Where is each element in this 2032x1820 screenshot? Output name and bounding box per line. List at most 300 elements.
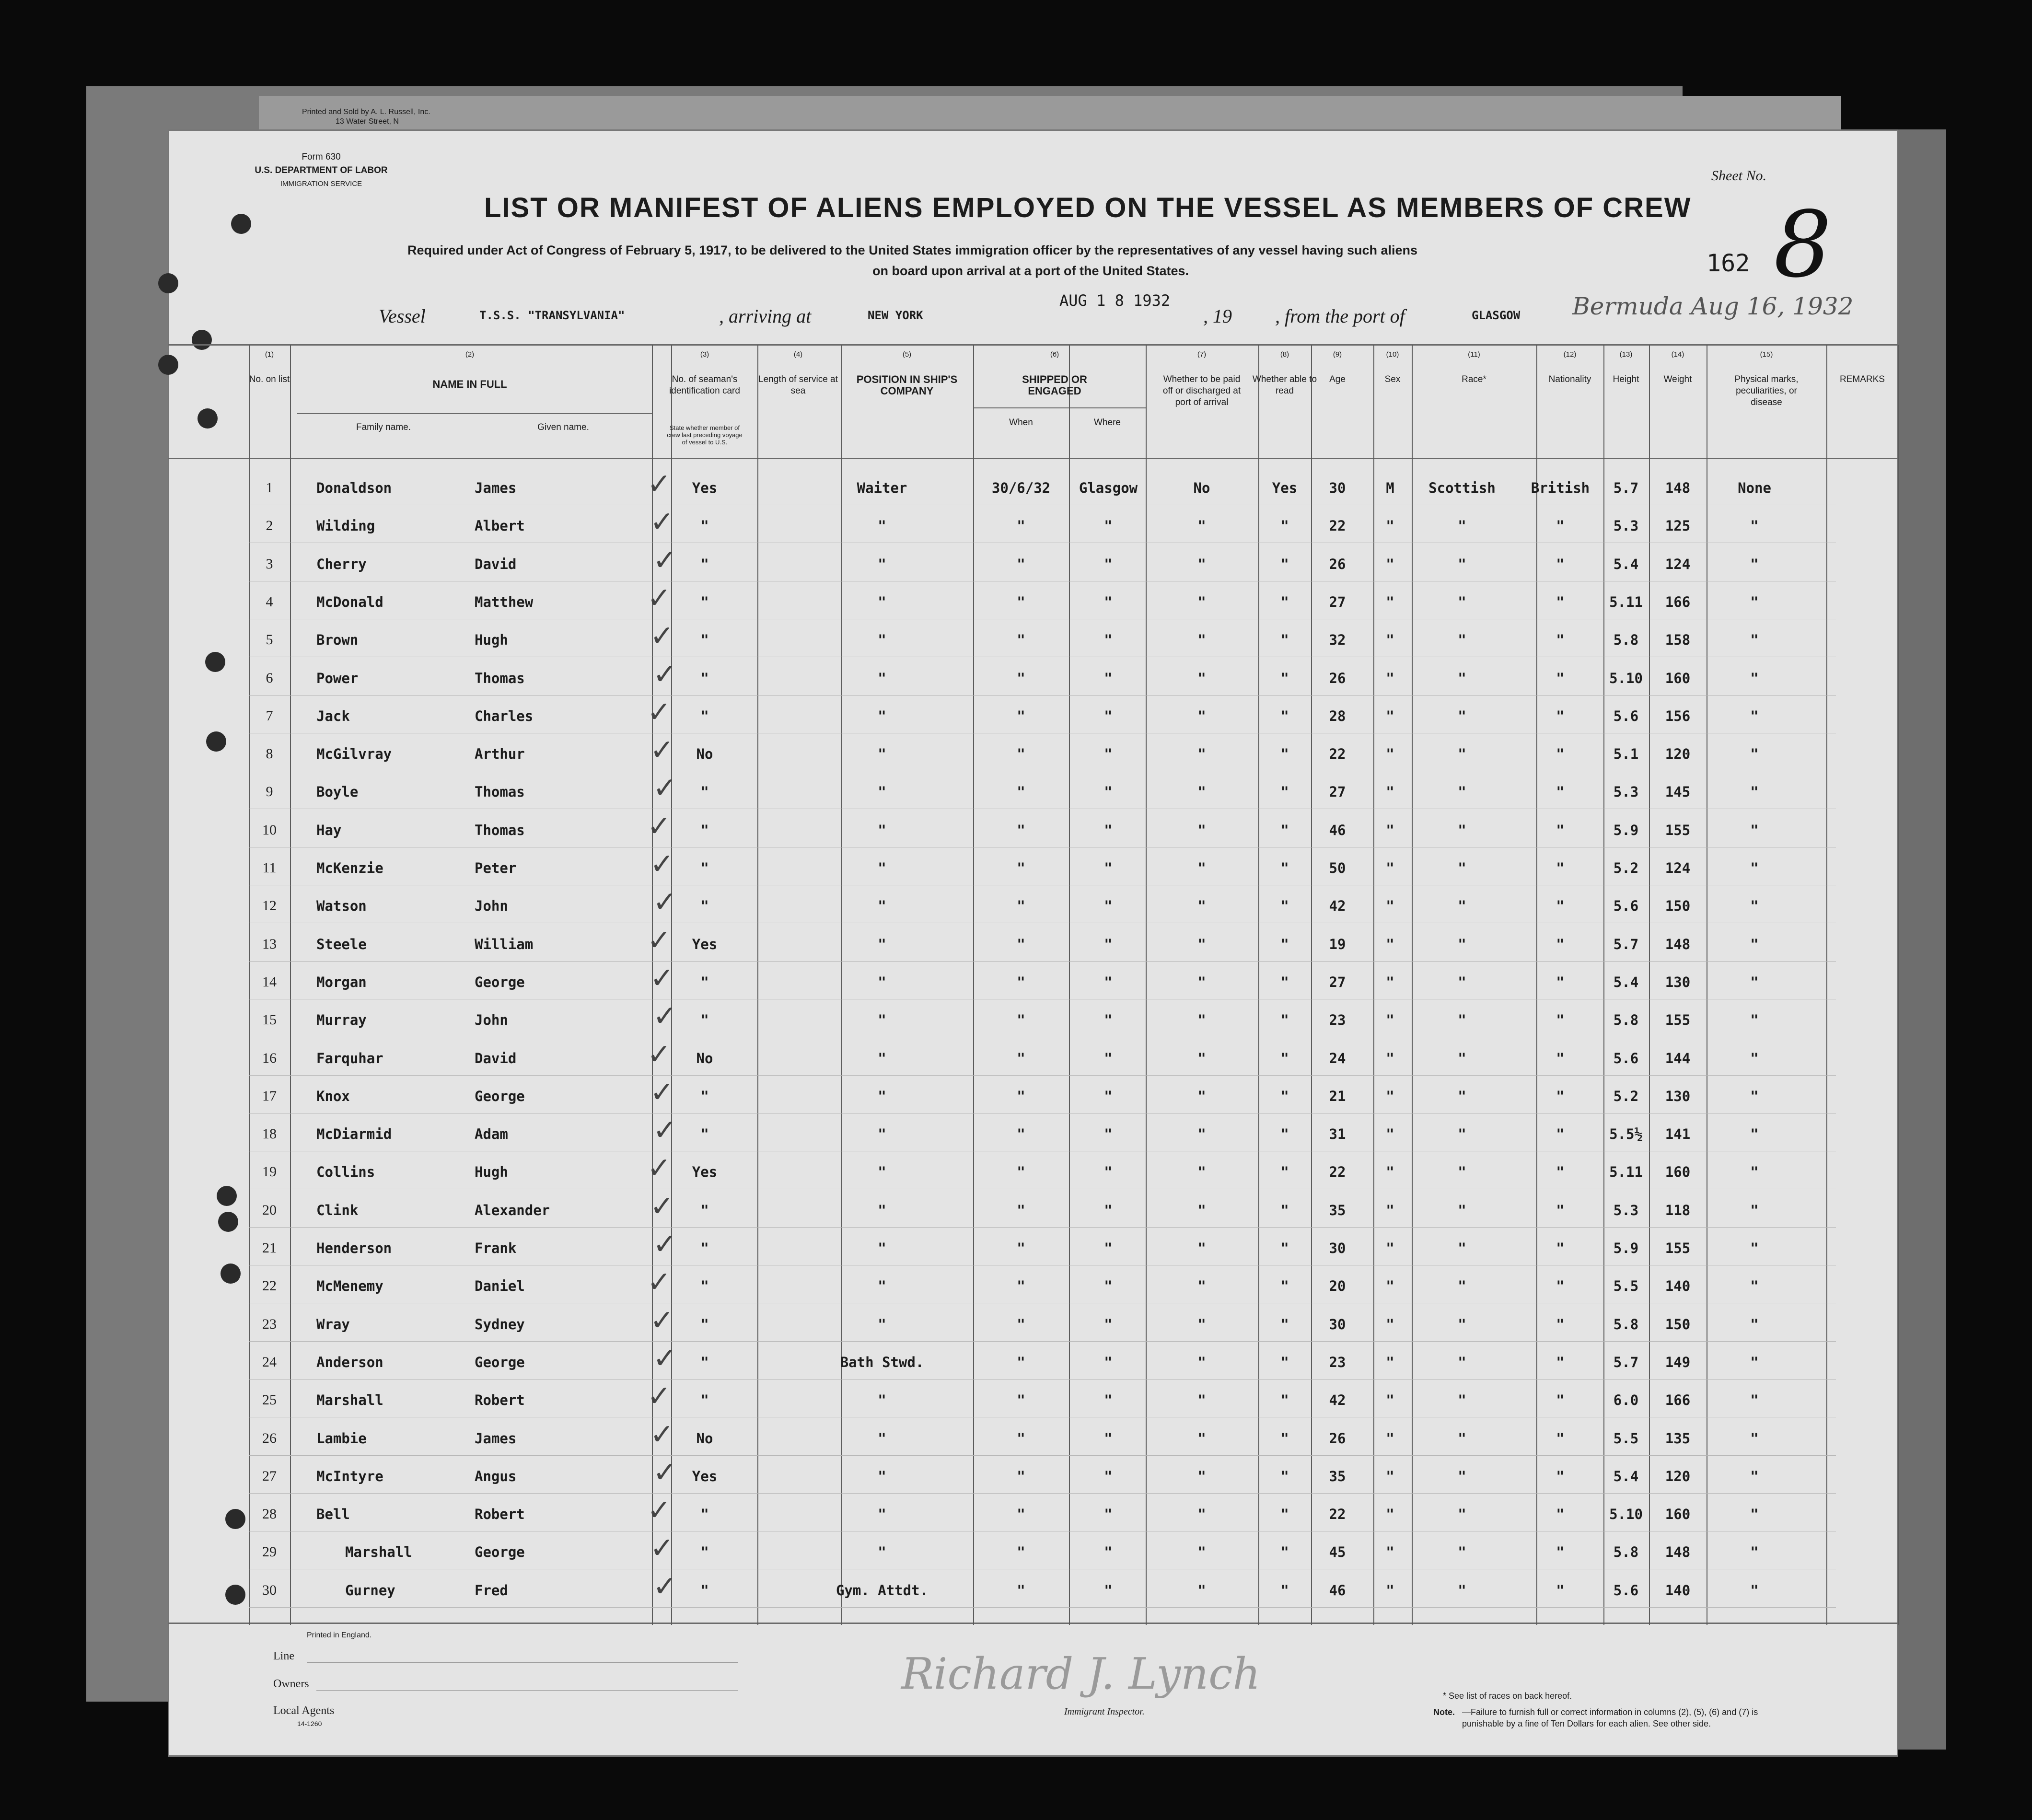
sheet-number: 8 — [1774, 192, 1832, 298]
age: 31 — [1329, 1126, 1346, 1143]
row-number: 11 — [262, 860, 277, 876]
position: Waiter — [857, 480, 907, 496]
able-to-read: " — [1280, 1126, 1289, 1143]
given-name: James — [475, 1430, 517, 1447]
height: 5.4 — [1613, 974, 1639, 990]
punch-hole — [221, 1264, 241, 1284]
id-card: " — [700, 1544, 709, 1561]
column-header: Height — [1613, 374, 1639, 384]
nationality: " — [1556, 784, 1565, 800]
physical-marks: " — [1750, 1050, 1759, 1066]
able-to-read: " — [1280, 556, 1289, 572]
race: " — [1458, 1316, 1466, 1333]
row-number: 13 — [262, 936, 277, 952]
position: " — [878, 707, 886, 724]
height: 5.5 — [1613, 1430, 1639, 1447]
shipped-where: " — [1104, 632, 1113, 649]
age: 22 — [1329, 518, 1346, 534]
shipped-where: " — [1104, 1582, 1113, 1599]
height: 5.4 — [1613, 556, 1639, 572]
id-card: " — [700, 898, 709, 915]
row-number: 6 — [266, 670, 273, 686]
sex: " — [1386, 1164, 1394, 1181]
shipped-when: " — [1017, 707, 1025, 724]
race: " — [1458, 1354, 1466, 1370]
sex: " — [1386, 1354, 1394, 1370]
shipped-when: " — [1017, 1582, 1025, 1599]
column-header: SHIPPED OR ENGAGED — [1022, 373, 1087, 397]
height: 5.2 — [1613, 1088, 1639, 1104]
given-name: George — [475, 1354, 525, 1370]
row-number: 1 — [266, 480, 273, 496]
physical-marks: " — [1750, 1316, 1759, 1333]
paid-off: " — [1197, 1278, 1206, 1295]
height: 5.3 — [1613, 518, 1639, 534]
column-rule — [1649, 345, 1650, 1625]
sex: " — [1386, 670, 1394, 686]
id-card: " — [700, 974, 709, 990]
weight: 148 — [1665, 936, 1691, 952]
row-number: 22 — [262, 1278, 277, 1294]
shipped-when: " — [1017, 898, 1025, 915]
family-name: Brown — [316, 632, 359, 649]
sex: " — [1386, 898, 1394, 915]
age: 30 — [1329, 1316, 1346, 1333]
nationality: " — [1556, 1582, 1565, 1599]
row-number: 21 — [262, 1240, 277, 1256]
weight: 120 — [1665, 746, 1691, 763]
paid-off: " — [1197, 670, 1206, 686]
position: " — [878, 822, 886, 838]
position: " — [878, 1202, 886, 1218]
column-number: (14) — [1671, 350, 1684, 359]
physical-marks: " — [1750, 746, 1759, 763]
given-name: Matthew — [475, 593, 534, 610]
family-name: Watson — [316, 898, 367, 915]
sex: " — [1386, 1050, 1394, 1066]
height: 5.5 — [1613, 1278, 1639, 1295]
position: " — [878, 784, 886, 800]
age: 28 — [1329, 707, 1346, 724]
able-to-read: " — [1280, 1164, 1289, 1181]
nationality: " — [1556, 1164, 1565, 1181]
owners-blank — [316, 1690, 738, 1691]
check-mark-icon: ✓ — [647, 1379, 672, 1414]
shipped-when: " — [1017, 1506, 1025, 1523]
sex: " — [1386, 746, 1394, 763]
column-number: (3) — [700, 350, 709, 359]
shipped-where: " — [1104, 1126, 1113, 1143]
column-subheader: Given name. — [537, 422, 589, 432]
race: " — [1458, 1392, 1466, 1409]
height: 5.10 — [1609, 1506, 1643, 1523]
given-name: George — [475, 1544, 525, 1561]
height: 5.6 — [1613, 707, 1639, 724]
physical-marks: " — [1750, 1164, 1759, 1181]
column-rule — [1258, 345, 1259, 1625]
row-rule — [249, 1341, 1836, 1342]
shipped-where: " — [1104, 1050, 1113, 1066]
position: " — [878, 1278, 886, 1295]
id-card: Yes — [692, 936, 718, 952]
age: 46 — [1329, 822, 1346, 838]
position: " — [878, 1430, 886, 1447]
height: 5.9 — [1613, 1240, 1639, 1256]
row-number: 30 — [262, 1582, 277, 1598]
weight: 160 — [1665, 1164, 1691, 1181]
row-rule — [249, 1075, 1836, 1076]
shipped-when: " — [1017, 1544, 1025, 1561]
given-name: Albert — [475, 518, 525, 534]
position: " — [878, 518, 886, 534]
age: 21 — [1329, 1088, 1346, 1104]
given-name: Thomas — [475, 822, 525, 838]
paid-off: " — [1197, 707, 1206, 724]
weight: 160 — [1665, 1506, 1691, 1523]
column-rule — [1412, 345, 1413, 1625]
age: 27 — [1329, 784, 1346, 800]
given-name: James — [475, 480, 517, 496]
family-name: Morgan — [316, 974, 367, 990]
height: 5.7 — [1613, 936, 1639, 952]
given-name: Fred — [475, 1582, 508, 1599]
check-mark-icon: ✓ — [653, 1228, 677, 1261]
form-department: U.S. DEPARTMENT OF LABOR — [255, 165, 388, 175]
position: " — [878, 1544, 886, 1561]
race: " — [1458, 1126, 1466, 1143]
paid-off: " — [1197, 1506, 1206, 1523]
physical-marks: " — [1750, 1354, 1759, 1370]
physical-marks: " — [1750, 632, 1759, 649]
column-header: Weight — [1663, 374, 1692, 384]
row-rule — [249, 1493, 1836, 1494]
family-name: Murray — [316, 1012, 367, 1029]
nationality: " — [1556, 1202, 1565, 1218]
check-mark-icon: ✓ — [653, 1113, 677, 1148]
physical-marks: " — [1750, 518, 1759, 534]
sex: " — [1386, 1012, 1394, 1029]
race: " — [1458, 1050, 1466, 1066]
shipped-when: " — [1017, 746, 1025, 763]
race: " — [1458, 556, 1466, 572]
able-to-read: " — [1280, 707, 1289, 724]
race: " — [1458, 1012, 1466, 1029]
given-name: Thomas — [475, 784, 525, 800]
sex: " — [1386, 1392, 1394, 1409]
row-number: 27 — [262, 1468, 277, 1484]
age: 30 — [1329, 480, 1346, 496]
vessel-label: Vessel — [379, 305, 426, 327]
family-name: Lambie — [316, 1430, 367, 1447]
height: 5.8 — [1613, 632, 1639, 649]
family-name: Wilding — [316, 518, 375, 534]
race: " — [1458, 1506, 1466, 1523]
shipped-when: " — [1017, 936, 1025, 952]
column-subheader: When — [1009, 417, 1033, 428]
position: " — [878, 632, 886, 649]
height: 5.9 — [1613, 822, 1639, 838]
sex: " — [1386, 1544, 1394, 1561]
id-card: Yes — [692, 1468, 718, 1484]
punch-hole — [158, 273, 178, 293]
sex: " — [1386, 707, 1394, 724]
nationality: British — [1531, 480, 1590, 496]
physical-marks: " — [1750, 898, 1759, 915]
subtitle-line-2: on board upon arrival at a port of the United States. — [872, 264, 1189, 278]
given-name: Hugh — [475, 632, 508, 649]
physical-marks: " — [1750, 1126, 1759, 1143]
given-name: Robert — [475, 1506, 525, 1523]
shipped-when: " — [1017, 1354, 1025, 1370]
able-to-read: " — [1280, 1240, 1289, 1256]
sex: " — [1386, 593, 1394, 610]
shipped-where: " — [1104, 1088, 1113, 1104]
family-name: McGilvray — [316, 746, 392, 763]
line-blank — [307, 1662, 738, 1663]
paid-off: " — [1197, 556, 1206, 572]
punch-hole — [218, 1212, 238, 1232]
form-number: Form 630 — [302, 152, 341, 162]
sex: " — [1386, 518, 1394, 534]
physical-marks: " — [1750, 822, 1759, 838]
given-name: Hugh — [475, 1164, 508, 1181]
given-name: Arthur — [475, 746, 525, 763]
family-name: Steele — [316, 936, 367, 952]
column-number: (8) — [1280, 350, 1289, 359]
sex: " — [1386, 784, 1394, 800]
column-rule — [841, 345, 842, 1625]
shipped-when: " — [1017, 1316, 1025, 1333]
age: 26 — [1329, 556, 1346, 572]
given-name: Alexander — [475, 1202, 550, 1218]
id-card: " — [700, 556, 709, 572]
physical-marks: " — [1750, 1468, 1759, 1484]
paid-off: " — [1197, 1164, 1206, 1181]
id-card: " — [700, 1088, 709, 1104]
printer-line-2: 13 Water Street, N — [336, 117, 399, 126]
able-to-read: " — [1280, 518, 1289, 534]
position: " — [878, 860, 886, 876]
nationality: " — [1556, 1012, 1565, 1029]
race: " — [1458, 593, 1466, 610]
punch-hole — [192, 330, 212, 350]
column-number: (15) — [1760, 350, 1773, 359]
paid-off: No — [1193, 480, 1210, 496]
given-name: Frank — [475, 1240, 517, 1256]
paid-off: " — [1197, 1316, 1206, 1333]
position: " — [878, 1088, 886, 1104]
punch-hole — [206, 731, 226, 752]
sex: " — [1386, 1430, 1394, 1447]
position: " — [878, 1240, 886, 1256]
height: 5.1 — [1613, 746, 1639, 763]
sex: " — [1386, 1240, 1394, 1256]
handwritten-port-note: Bermuda Aug 16, 1932 — [1572, 292, 1854, 320]
local-agents-label: Local Agents — [273, 1704, 335, 1717]
weight: 120 — [1665, 1468, 1691, 1484]
able-to-read: " — [1280, 670, 1289, 686]
physical-marks: " — [1750, 1240, 1759, 1256]
sex: " — [1386, 1468, 1394, 1484]
check-mark-icon: ✓ — [647, 923, 672, 957]
position: " — [878, 1012, 886, 1029]
physical-marks: " — [1750, 1278, 1759, 1295]
id-card: Yes — [692, 1164, 718, 1181]
race: " — [1458, 784, 1466, 800]
nationality: " — [1556, 936, 1565, 952]
shipped-when: " — [1017, 1468, 1025, 1484]
column-number: (4) — [793, 350, 803, 359]
check-mark-icon: ✓ — [653, 999, 677, 1033]
paid-off: " — [1197, 1582, 1206, 1599]
age: 46 — [1329, 1582, 1346, 1599]
shipped-where: " — [1104, 1354, 1113, 1370]
position: " — [878, 593, 886, 610]
vessel-name: T.S.S. "TRANSYLVANIA" — [479, 309, 625, 322]
family-name: Wray — [316, 1316, 350, 1333]
race: " — [1458, 1430, 1466, 1447]
family-name: Cherry — [316, 556, 367, 572]
check-mark-icon: ✓ — [647, 1151, 672, 1185]
when-where-rule — [1069, 407, 1070, 1623]
id-card: " — [700, 1202, 709, 1218]
note-text: —Failure to furnish full or correct information in columns (2), (5), (6) and (7) is punishable by a fine of Ten Dollars for each alien. See other side. — [1462, 1707, 1758, 1728]
arriving-label: , arriving at — [719, 305, 812, 327]
shipped-when: " — [1017, 1050, 1025, 1066]
column-number: (1) — [265, 350, 274, 359]
weight: 135 — [1665, 1430, 1691, 1447]
column-number: (9) — [1333, 350, 1342, 359]
check-mark-icon: ✓ — [650, 847, 674, 881]
arrival-date-stamp: AUG 1 8 1932 — [1059, 291, 1171, 310]
position: " — [878, 556, 886, 572]
position: " — [878, 898, 886, 915]
physical-marks: " — [1750, 860, 1759, 876]
shipped-when: " — [1017, 632, 1025, 649]
punch-hole — [205, 652, 225, 672]
shipped-when: " — [1017, 822, 1025, 838]
height: 5.4 — [1613, 1468, 1639, 1484]
shipped-when: " — [1017, 1202, 1025, 1218]
sex: " — [1386, 1316, 1394, 1333]
column-number: (10) — [1386, 350, 1399, 359]
column-header: REMARKS — [1840, 374, 1885, 384]
height: 5.6 — [1613, 898, 1639, 915]
family-name: McIntyre — [316, 1468, 383, 1484]
age: 22 — [1329, 1164, 1346, 1181]
punch-hole — [217, 1186, 237, 1206]
given-name: David — [475, 1050, 517, 1066]
column-number: (7) — [1197, 350, 1207, 359]
weight: 155 — [1665, 1012, 1691, 1029]
family-name: McKenzie — [316, 860, 383, 876]
table-top-rule — [168, 344, 1898, 346]
sex: " — [1386, 1202, 1394, 1218]
nationality: " — [1556, 974, 1565, 990]
check-mark-icon: ✓ — [647, 581, 672, 615]
id-card: " — [700, 593, 709, 610]
paid-off: " — [1197, 746, 1206, 763]
shipped-where: " — [1104, 1544, 1113, 1561]
paid-off: " — [1197, 1050, 1206, 1066]
position: " — [878, 670, 886, 686]
shipped-where: " — [1104, 784, 1113, 800]
column-number: (5) — [902, 350, 912, 359]
row-number: 24 — [262, 1354, 277, 1370]
row-number: 20 — [262, 1202, 277, 1218]
able-to-read: " — [1280, 1278, 1289, 1295]
id-card: " — [700, 822, 709, 838]
sex: " — [1386, 556, 1394, 572]
sex: " — [1386, 822, 1394, 838]
id-card: No — [696, 746, 713, 763]
check-mark-icon: ✓ — [650, 733, 674, 767]
weight: 150 — [1665, 1316, 1691, 1333]
given-name: Robert — [475, 1392, 525, 1409]
able-to-read: " — [1280, 1316, 1289, 1333]
check-mark-icon: ✓ — [650, 619, 674, 653]
shipped-when: " — [1017, 670, 1025, 686]
physical-marks: " — [1750, 707, 1759, 724]
owners-label: Owners — [273, 1678, 309, 1690]
column-number: (13) — [1619, 350, 1633, 359]
sex: " — [1386, 936, 1394, 952]
shipped-when: " — [1017, 1012, 1025, 1029]
check-mark-icon: ✓ — [650, 1417, 674, 1451]
physical-marks: " — [1750, 784, 1759, 800]
nationality: " — [1556, 1354, 1565, 1370]
paid-off: " — [1197, 632, 1206, 649]
weight: 118 — [1665, 1202, 1691, 1218]
id-card: " — [700, 1240, 709, 1256]
id-card: " — [700, 1278, 709, 1295]
physical-marks: " — [1750, 1506, 1759, 1523]
weight: 166 — [1665, 593, 1691, 610]
id-card: Yes — [692, 480, 718, 496]
row-number: 18 — [262, 1126, 277, 1142]
weight: 160 — [1665, 670, 1691, 686]
id-card: " — [700, 632, 709, 649]
column-header: Race* — [1462, 374, 1486, 384]
check-mark-icon: ✓ — [650, 961, 674, 995]
age: 27 — [1329, 974, 1346, 990]
shipped-where: " — [1104, 1316, 1113, 1333]
table-bottom-rule — [168, 1623, 1898, 1624]
punch-hole — [231, 214, 251, 234]
paid-off: " — [1197, 1354, 1206, 1370]
race: " — [1458, 1582, 1466, 1599]
check-mark-icon: ✓ — [647, 695, 672, 729]
weight: 145 — [1665, 784, 1691, 800]
sex: " — [1386, 1088, 1394, 1104]
nationality: " — [1556, 1316, 1565, 1333]
given-name: Sydney — [475, 1316, 525, 1333]
check-mark-icon: ✓ — [647, 1265, 672, 1299]
position: " — [878, 974, 886, 990]
able-to-read: " — [1280, 1012, 1289, 1029]
age: 27 — [1329, 593, 1346, 610]
age: 50 — [1329, 860, 1346, 876]
shipped-where: " — [1104, 707, 1113, 724]
paid-off: " — [1197, 593, 1206, 610]
check-mark-icon: ✓ — [650, 1531, 674, 1565]
physical-marks: None — [1738, 480, 1771, 496]
physical-marks: " — [1750, 1392, 1759, 1409]
row-number: 28 — [262, 1506, 277, 1522]
nationality: " — [1556, 670, 1565, 686]
able-to-read: " — [1280, 860, 1289, 876]
page-title: LIST OR MANIFEST OF ALIENS EMPLOYED ON THE VESSEL AS MEMBERS OF CREW — [484, 192, 1692, 223]
